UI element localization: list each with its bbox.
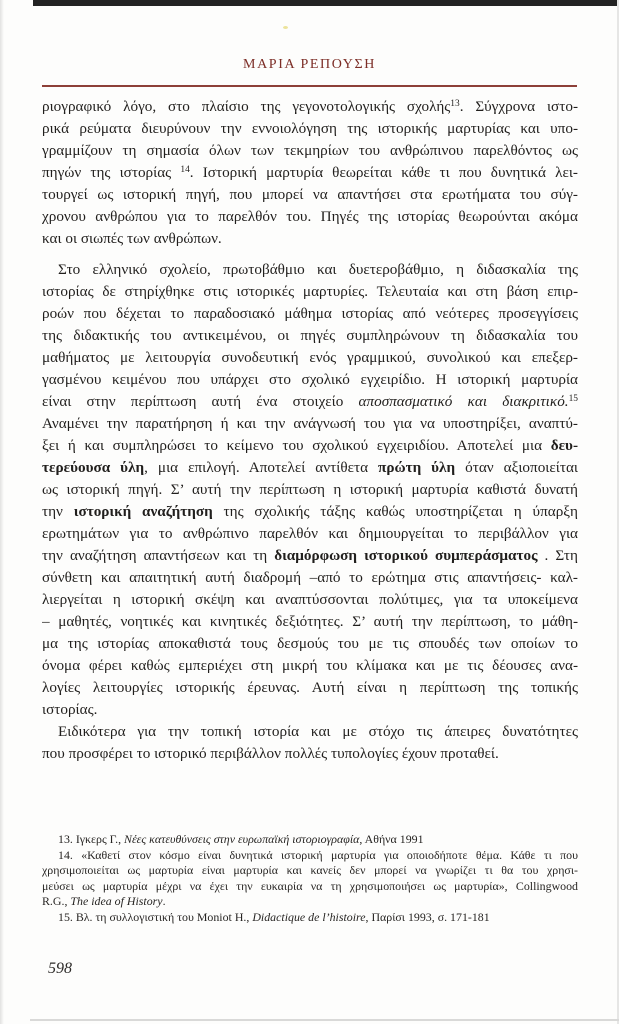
text-line (42, 162, 578, 184)
scan-bottom-edge (30, 1019, 619, 1021)
text-line (42, 523, 578, 545)
text-segment: ερωτημάτων για το ανθρώπινο παρελθόν και δημιουργείται το περιβάλλον για (42, 525, 578, 542)
text-segment: είναι στην περίπτωση αυτή ένα στοιχείο (42, 393, 359, 410)
text-segment: χρονου ανθρώπου για το παρελθόν του. Πηγές της ιστορίας θεωρούνται ακόμα (42, 208, 578, 225)
text-segment: Didactique de l’histoire (252, 909, 366, 924)
text-segment: , μια επιλογή. Αποτελεί αντίθετα (144, 459, 379, 476)
text-segment: The idea of History (70, 894, 163, 909)
body-text (42, 96, 578, 765)
text-segment: σύνθετη και απαιτητική αυτή διαδρομή –από το ερώτημα στις απαντήσεις- καλ- (42, 569, 578, 586)
text-line (42, 633, 578, 655)
text-segment: της σχολικής τάξης καθώς υποστηρίζεται η ύπαρξη (212, 503, 578, 520)
text-segment: όταν αξιοποιείται (455, 459, 578, 476)
footnote-item (42, 832, 578, 848)
text-segment: ιστορίας. (42, 701, 98, 718)
text-segment: ιστορίας δε στηρίχθηκε στις ιστορικές μαρτυρίες. Τελευταία και στη βάση επιρ- (42, 283, 578, 300)
text-line (42, 325, 578, 347)
text-segment: Ειδικότερα για την τοπική ιστορία και με στόχο τις άπειρες δυνατότητες (58, 723, 578, 740)
text-segment: 14. «Καθετί στον κόσμο είναι δυνητικά ιστορική μαρτυρία για οποιοδήποτε θέμα. Κάθε τι που (58, 847, 578, 862)
text-segment: Στο ελληνικό σχολείο, πρωτοβάθμιο και δυετεροβάθμιο, η διδασκαλία της (58, 261, 578, 278)
text-segment: λογίες λειτουργίες ιστορικής έρευνας. Αυτή είναι η περίπτωση της τοπικής (42, 679, 578, 696)
text-line (42, 655, 578, 677)
text-line (42, 281, 578, 303)
text-line (42, 206, 578, 228)
text-line (42, 391, 578, 413)
footnote-item (42, 910, 578, 926)
text-segment: αποσπασματικό και διακριτικό. (358, 393, 569, 410)
text-segment: δευ- (550, 437, 578, 454)
body-paragraph (42, 259, 578, 721)
text-segment: ρικά ρεύματα διευρύνουν την εννοιολόγηση της ιστορικής μαρτυρίας και υπο- (42, 120, 578, 137)
footnote-reference: 15 (568, 394, 578, 405)
text-line (42, 369, 578, 391)
text-segment: R.G., (42, 894, 71, 909)
text-segment: ιστορική αναζήτηση (73, 503, 213, 520)
text-line (42, 457, 578, 479)
text-line (42, 118, 578, 140)
text-segment: 15. Βλ. τη συλλογιστική του Moniot H., (58, 909, 253, 924)
text-segment: πρώτη ύλη (378, 459, 456, 476)
text-segment: ξει ή και συμπληρώσει το κείμενο του σχολικού εγχειριδίου. Αποτελεί μια (42, 437, 551, 454)
text-segment: μαθήματος με λειτουργία συνοδευτική ενός γραμμικού, συνολικού και επεξερ- (42, 349, 578, 366)
text-segment: την αναζήτηση απαντήσεων και τη (42, 547, 275, 564)
text-segment: . Σύγχρονα ιστο- (459, 98, 578, 115)
body-paragraph (42, 96, 578, 250)
page-number: 598 (48, 960, 72, 977)
text-segment: . (162, 894, 166, 909)
text-line (42, 479, 578, 501)
footnote-reference: 13 (450, 99, 460, 110)
text-segment: διαμόρφωση ιστορικού συμπεράσματος (274, 547, 538, 564)
text-segment: τουργεί ως ιστορική πηγή, που μπορεί να απαντήσει στα ερωτήματα του σύγ- (42, 186, 578, 203)
text-segment: της διδακτικής του αντικειμένου, οι πηγές συμπληρώνουν τη διδασκαλία του (42, 327, 578, 344)
text-segment: . Ιστορική μαρτυρία θεωρείται κάθε τι που δυνητικά λει- (189, 164, 578, 181)
text-line (42, 879, 578, 895)
footnote-item (42, 848, 578, 910)
text-segment: ροών που δέχεται το παραδοσιακό μάθημα ιστορίας από νεότερες προσεγγίσεις (42, 305, 578, 322)
text-line (42, 545, 578, 567)
text-line (42, 228, 578, 250)
text-line (42, 848, 578, 864)
scan-left-edge (0, 0, 4, 1024)
text-segment: πηγών της ιστορίας (42, 164, 181, 181)
text-segment: μεύσει ως μαρτυρία μέχρι να έχει την ευκαιρία να τη χρησιμοποιήσει ως μαρτυρία», Collingwood (42, 878, 578, 893)
text-segment: , Παρίσι 1993, σ. 171-181 (365, 909, 490, 924)
body-paragraph (42, 721, 578, 765)
text-line (42, 721, 578, 743)
text-line (42, 677, 578, 699)
text-segment: λιεργείται η ιστορική σκέψη και αναπτύσσονται πολύτιμες, για τα υποκείμενα (42, 591, 578, 608)
text-segment: ως ιστορική πηγή. Σ’ αυτή την περίπτωση η ιστορική μαρτυρία καθιστά δυνατή (42, 481, 578, 498)
text-segment: 13. Ιγκερς Γ., (58, 832, 125, 846)
text-segment: Αναμένει την παρατήρηση ή και την ανάγνωσή του για να υποστηρίξει, αναπτύ- (42, 415, 578, 432)
scan-speck-artifact (283, 26, 288, 29)
text-line (42, 894, 578, 910)
text-segment: γραμμίζουν τη σημασία όλων των τεκμηρίων του ανθρώπινου παρελθόντος ως (42, 142, 578, 159)
text-line (42, 863, 578, 879)
text-segment: την (42, 503, 74, 520)
text-segment: όνομα φέρει καθώς εμπεριέχει στη μικρή του κλίμακα και με τις δέουσες ανα- (42, 657, 578, 674)
footnotes (42, 832, 578, 926)
footnote-reference: 14 (180, 165, 190, 176)
text-segment: γασμένου κειμένου που υπάρχει στο σχολικό εγχειρίδιο. Η ιστορική μαρτυρία (42, 371, 578, 388)
text-segment: Νέες κατευθύνσεις στην ευρωπαϊκή ιστοριογραφία (124, 832, 360, 846)
text-segment: που προσφέρει το ιστορικό περιβάλλον πολλές τυπολογίες έχουν προταθεί. (42, 745, 499, 762)
text-line (42, 501, 578, 523)
text-segment: τερεύουσα ύλη (42, 459, 145, 476)
text-line (42, 413, 578, 435)
text-line (42, 743, 578, 765)
text-line (42, 259, 578, 281)
text-line (42, 611, 578, 633)
text-segment: – μαθητές, νοητικές και κινητικές δεξιότητες. Σ’ αυτή την περίπτωση, το μάθη- (42, 613, 578, 630)
text-segment: ριογραφικό λόγο, στο πλαίσιο της γεγονοτολογικής σχολής (42, 98, 451, 115)
text-line (42, 832, 578, 848)
text-line (42, 184, 578, 206)
text-segment: . Στη (537, 547, 578, 564)
running-head-author: ΜΑΡΙΑ ΡΕΠΟΥΣΗ (243, 57, 376, 72)
text-segment: , Αθήνα 1991 (359, 832, 424, 846)
text-line (42, 910, 578, 926)
text-line (42, 96, 578, 118)
text-line (42, 699, 578, 721)
text-line (42, 589, 578, 611)
scan-top-bar-artifact (33, 0, 619, 6)
text-line (42, 303, 578, 325)
text-line (42, 435, 578, 457)
text-line (42, 347, 578, 369)
text-line (42, 140, 578, 162)
header-rule (42, 85, 577, 87)
text-segment: μα της ιστορίας αποκαθιστά τους δεσμούς του με τις σπουδές των οποίων το (42, 635, 578, 652)
text-segment: και οι σιωπές των ανθρώπων. (42, 230, 222, 247)
text-line (42, 567, 578, 589)
text-segment: χρησιμοποιείται ως μαρτυρία είναι μαρτυρία και κανείς δεν μπορεί να γνωρίζει τι θα του χρησι- (42, 863, 578, 878)
